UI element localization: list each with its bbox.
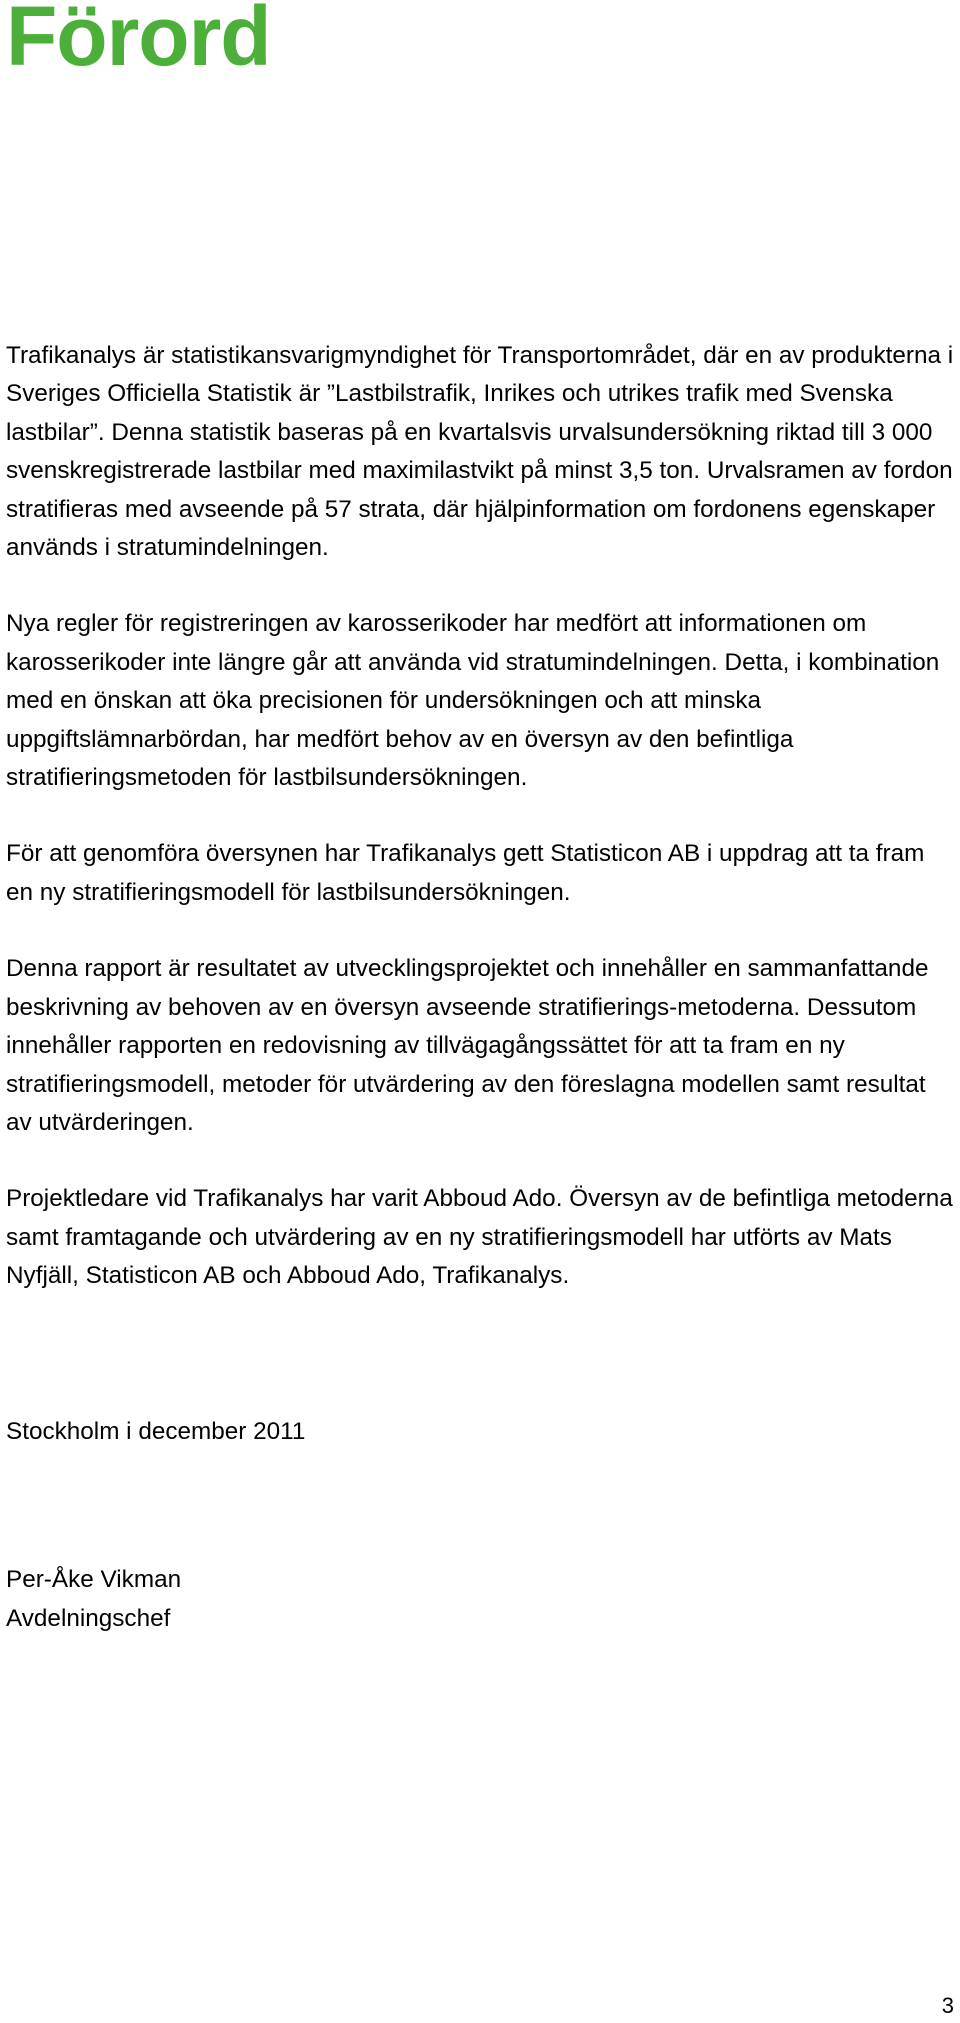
paragraph-assignment: För att genomföra översynen har Trafikanalys gett Statisticon AB i uppdrag att ta fram en ny stratifieringsmodell för lastbilsundersökningen. — [6, 840, 925, 906]
paragraph-project-lead: Projektledare vid Trafikanalys har varit Abboud Ado. Översyn av de befintliga metoderna samt framtagande och utvärdering av en ny stratifieringsmodell har utförts av Mats Nyfjäll, Statisticon AB och Abboud Ado, Trafikanalys. — [6, 1185, 953, 1290]
page-title: Förord — [6, 0, 271, 83]
signature-name: Per-Åke Vikman — [6, 1566, 182, 1593]
page-number: 3 — [941, 1993, 954, 2018]
paragraph-new-rules: Nya regler för registreringen av karosserikoder har medfört att informationen om karosserikoder inte längre går att använda vid stratumindelningen. Detta, i kombination med en önskan att öka precisionen för undersökningen och att minska uppgiftslämnarbördan, har medfört behov av en översyn av den befintliga stratifieringsmetoden för lastbilsundersökningen. — [6, 610, 940, 792]
place-and-date: Stockholm i december 2011 — [6, 1418, 306, 1445]
foreword-body — [6, 337, 956, 1334]
paragraph-report-content: Denna rapport är resultatet av utvecklingsprojektet och innehåller en sammanfattande beskrivning av behoven av en översyn avseende stratifierings-metoderna. Dessutom innehåller rapporten en redovisning av tillvägagångssättet för att ta fram en ny stratifieringsmodell, metoder för utvärdering av den föreslagna modellen samt resultat av utvärderingen. — [6, 955, 929, 1136]
signature-block — [6, 1561, 181, 1638]
signature-role: Avdelningschef — [6, 1604, 171, 1632]
paragraph-intro: Trafikanalys är statistikansvarigmyndighet för Transportområdet, där en av produkterna i Sveriges Officiella Statistik är ”Lastbilstrafik, Inrikes och utrikes trafik med Svenska lastbilar”. Denna statistik baseras på en kvartalsvis urvalsundersökning riktad till 3 000 svenskregistrerade lastbilar med maximilastvikt på minst 3,5 ton. Urvalsramen av fordon stratifieras med avseende på 57 strata, där hjälpinformation om fordonens egenskaper används i stratumindelningen. — [6, 342, 954, 562]
